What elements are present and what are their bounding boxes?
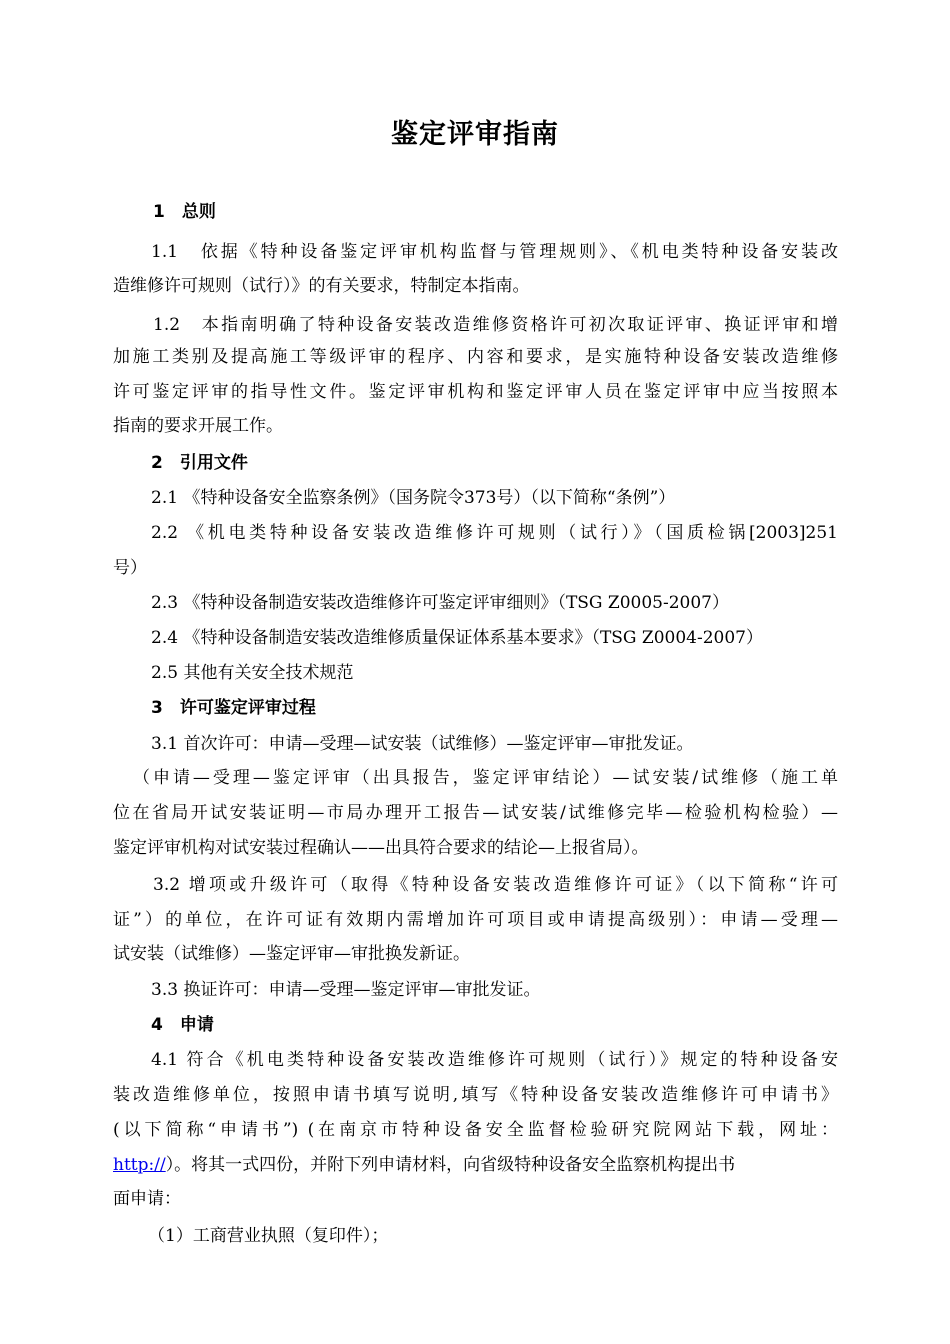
paragraph-line: 试安装（试维修）—鉴定评审—审批换发新证。 <box>113 944 470 964</box>
page-title: 鉴定评审指南 <box>391 119 559 150</box>
paragraph-line <box>113 1153 838 1177</box>
paragraph-line: 加施工类别及提高施工等级评审的程序、内容和要求，是实施特种设备安装改造维修 <box>113 347 838 367</box>
paragraph-line: 4.1 符合《机电类特种设备安装改造维修许可规则（试行）》规定的特种设备安 <box>151 1050 838 1070</box>
paragraph-line: 3.3 换证许可：申请—受理—鉴定评审—审批发证。 <box>151 980 541 1000</box>
paragraph-line: 证”）的单位，在许可证有效期内需增加许可项目或申请提高级别）：申请—受理— <box>113 910 838 930</box>
paragraph-line: （申请—受理—鉴定评审（出具报告，鉴定评审结论）—试安装/试维修（施工单 <box>133 768 838 788</box>
paragraph-line: 位在省局开试安装证明—市局办理开工报告—试安装/试维修完毕—检验机构检验）— <box>113 803 838 823</box>
paragraph-line: 1.2 本指南明确了特种设备安装改造维修资格许可初次取证评审、换证评审和增 <box>153 315 838 335</box>
paragraph-text: ）。将其一式四份，并附下列申请材料，向省级特种设备安全监察机构提出书 <box>165 1155 736 1175</box>
paragraph-line: 面申请： <box>113 1189 181 1209</box>
paragraph-line: 2.2 《机电类特种设备安装改造维修许可规则（试行）》（国质检锅[2003]251 <box>151 523 838 543</box>
section-heading: 1 总则 <box>153 202 216 222</box>
section-heading: 3 许可鉴定评审过程 <box>151 698 316 718</box>
paragraph-line: 2.3 《特种设备制造安装改造维修许可鉴定评审细则》（TSG Z0005-2007） <box>151 593 729 613</box>
paragraph-line: （1）工商营业执照（复印件）； <box>148 1226 389 1246</box>
section-heading: 2 引用文件 <box>151 453 248 473</box>
paragraph-line: 许可鉴定评审的指导性文件。鉴定评审机构和鉴定评审人员在鉴定评审中应当按照本 <box>113 382 838 402</box>
paragraph-line: 鉴定评审机构对试安装过程确认——出具符合要求的结论—上报省局）。 <box>113 838 649 858</box>
paragraph-line: 号） <box>113 558 147 578</box>
paragraph-line: (以下简称“申请书”) (在南京市特种设备安全监督检验研究院网站下载，网址： <box>113 1120 838 1140</box>
website-link[interactable]: http:// <box>113 1155 166 1175</box>
paragraph-line: 装改造维修单位，按照申请书填写说明,填写《特种设备安装改造维修许可申请书》 <box>113 1085 838 1105</box>
paragraph-line: 3.1 首次许可：申请—受理—试安装（试维修）—鉴定评审—审批发证。 <box>151 734 694 754</box>
paragraph-line: 2.5 其他有关安全技术规范 <box>151 663 354 683</box>
paragraph-line: 2.1 《特种设备安全监察条例》（国务院令373号）（以下简称“条例”） <box>151 488 676 508</box>
paragraph-line: 造维修许可规则（试行）》的有关要求，特制定本指南。 <box>113 276 530 296</box>
paragraph-line: 3.2 增项或升级许可（取得《特种设备安装改造维修许可证》（以下简称“许可 <box>153 875 838 895</box>
paragraph-line: 指南的要求开展工作。 <box>113 416 283 436</box>
paragraph-line: 2.4 《特种设备制造安装改造维修质量保证体系基本要求》（TSG Z0004-2007） <box>151 628 763 648</box>
section-heading: 4 申请 <box>151 1015 214 1035</box>
paragraph-line: 1.1 依据《特种设备鉴定评审机构监督与管理规则》、《机电类特种设备安装改 <box>151 242 838 262</box>
